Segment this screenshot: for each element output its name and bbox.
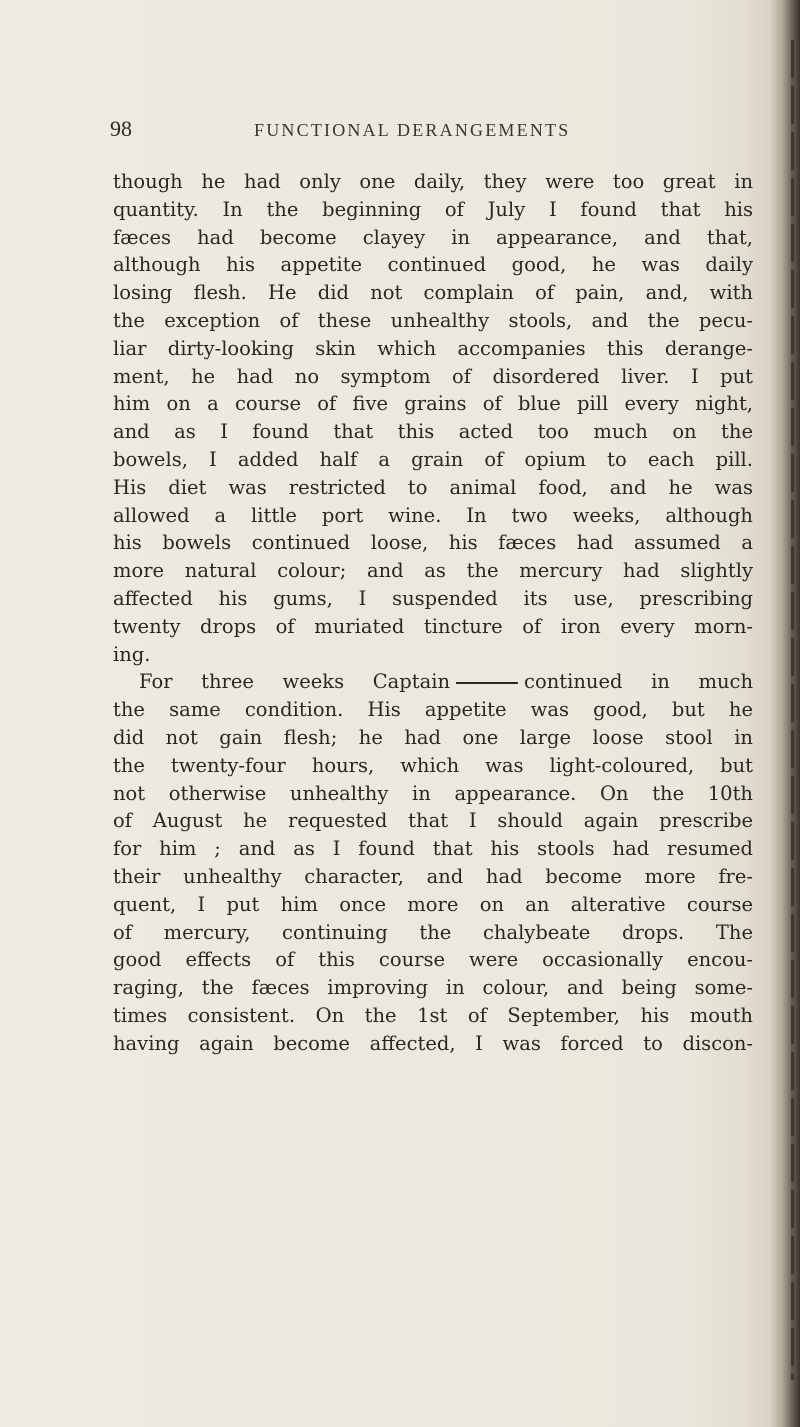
- text-segment: continued in much: [524, 670, 753, 694]
- text-line: allowed a little port wine. In two weeks, although: [113, 503, 753, 527]
- text-line: more natural colour; and as the mercury had slightly: [113, 559, 753, 583]
- text-line: times consistent. On the 1st of September, his mouth: [113, 1003, 753, 1027]
- text-line: bowels, I added half a grain of opium to each pill.: [113, 447, 753, 471]
- text-line: good effects of this course were occasionally encou-: [113, 948, 753, 972]
- text-line: losing flesh. He did not complain of pain, and, with: [113, 281, 753, 305]
- running-title: FUNCTIONAL DERANGEMENTS: [254, 120, 571, 140]
- text-line: and as I found that this acted too much on the: [113, 420, 753, 444]
- page-binding-edge: [770, 0, 800, 1427]
- text-segment: For three weeks Captain: [139, 670, 451, 694]
- text-line: did not gain flesh; he had one large loose stool in: [113, 725, 753, 749]
- text-line: ing.: [113, 642, 151, 666]
- text-line: quent, I put him once more on an alterative course: [113, 892, 753, 916]
- text-line: fæces had become clayey in appearance, and that,: [113, 225, 753, 249]
- text-line: the twenty-four hours, which was light-coloured, but: [113, 753, 753, 777]
- text-line: him on a course of five grains of blue pill every night,: [113, 392, 753, 416]
- text-line: although his appetite continued good, he was daily: [113, 253, 753, 277]
- text-line: his bowels continued loose, his fæces had assumed a: [113, 531, 753, 555]
- text-line: raging, the fæces improving in colour, and being some-: [113, 976, 753, 1000]
- text-line: for him ; and as I found that his stools had resumed: [113, 837, 753, 861]
- body-text: [113, 168, 753, 1058]
- text-line: affected his gums, I suspended its use, prescribing: [113, 586, 753, 610]
- text-line: their unhealthy character, and had become more fre-: [113, 864, 753, 888]
- name-omission-dash: [456, 682, 518, 684]
- text-line: twenty drops of muriated tincture of iron every morn-: [113, 614, 753, 638]
- text-line: the same condition. His appetite was good, but he: [113, 698, 753, 722]
- text-line: having again become affected, I was forced to discon-: [113, 1031, 753, 1055]
- text-line: of August he requested that I should again prescribe: [113, 809, 753, 833]
- running-head: [110, 116, 730, 144]
- text-line: of mercury, continuing the chalybeate drops. The: [113, 920, 753, 944]
- text-line: the exception of these unhealthy stools, and the pecu-: [113, 308, 753, 332]
- paragraph-2-first-line: [113, 668, 753, 696]
- text-line: not otherwise unhealthy in appearance. On the 10th: [113, 781, 753, 805]
- text-line: His diet was restricted to animal food, and he was: [113, 475, 753, 499]
- page-number: 98: [110, 116, 132, 141]
- text-line: quantity. In the beginning of July I found that his: [113, 197, 753, 221]
- text-line: liar dirty-looking skin which accompanies this derange-: [113, 336, 753, 360]
- text-line: though he had only one daily, they were too great in: [113, 170, 753, 193]
- text-line: ment, he had no symptom of disordered liver. I put: [113, 364, 753, 388]
